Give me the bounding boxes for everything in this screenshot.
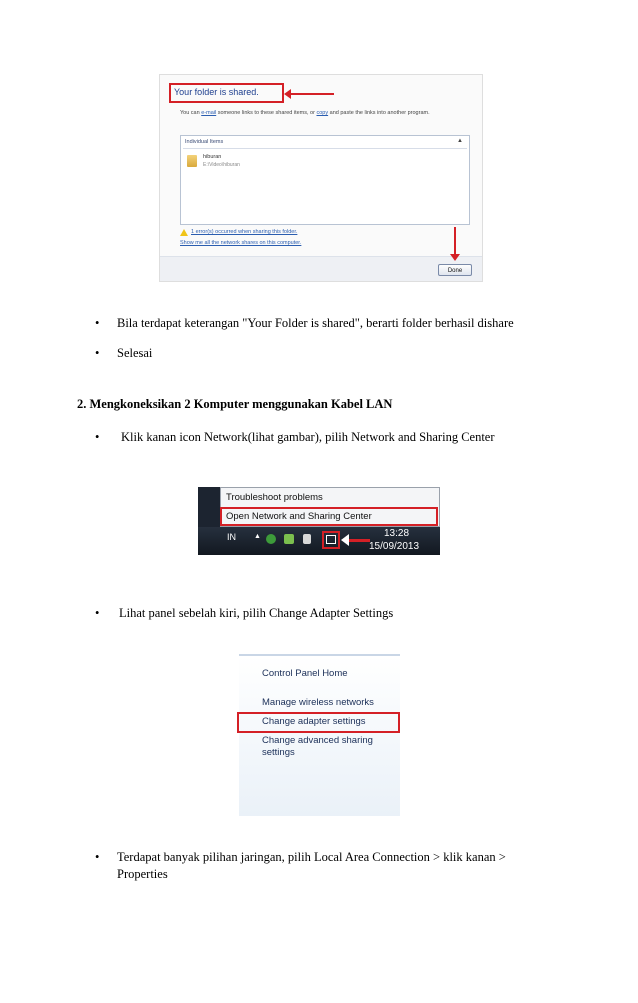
shared-item-path: E:\Video\hiburan <box>203 162 240 168</box>
show-all-shares-link[interactable]: Show me all the network shares on this computer. <box>180 240 302 246</box>
link-change-advanced-sharing[interactable]: Change advanced sharing <box>262 735 373 746</box>
language-indicator[interactable]: IN <box>227 532 236 542</box>
bullet-icon: • <box>95 346 100 360</box>
clock-time[interactable]: 13:28 <box>384 528 410 539</box>
tray-app-icon[interactable] <box>284 534 294 544</box>
copy-link[interactable]: copy <box>316 110 329 116</box>
tray-app-icon[interactable] <box>266 534 276 544</box>
bullet-icon: • <box>95 316 100 330</box>
email-link[interactable]: e-mail <box>201 110 217 116</box>
arrow-down-icon <box>454 227 456 255</box>
highlight-box <box>220 507 438 526</box>
taskbar-menu-screenshot <box>198 487 440 555</box>
share-description: You can e-mail someone links to these shared items, or copy and paste the links into another program. <box>180 110 430 116</box>
link-control-panel-home[interactable]: Control Panel Home <box>262 668 348 679</box>
highlight-box <box>237 712 400 733</box>
tray-device-icon[interactable] <box>303 534 311 544</box>
list-header: Individual Items <box>185 139 224 145</box>
bullet-icon: • <box>95 850 100 864</box>
paragraph-local-area-connection-line2: Properties <box>117 867 168 881</box>
divider <box>183 148 467 149</box>
arrow-left-icon <box>348 539 370 542</box>
link-change-advanced-sharing-line2[interactable]: settings <box>262 747 295 758</box>
paragraph-local-area-connection: Terdapat banyak pilihan jaringan, pilih Local Area Connection > klik kanan > <box>117 850 506 864</box>
folder-icon <box>187 155 197 167</box>
clock-date[interactable]: 15/09/2013 <box>369 541 420 552</box>
section-heading: 2. Mengkoneksikan 2 Komputer menggunakan Kabel LAN <box>77 397 393 411</box>
link-change-adapter-settings[interactable]: Change adapter settings <box>262 716 366 727</box>
bullet-icon: • <box>95 606 100 620</box>
link-manage-wireless-networks[interactable]: Manage wireless networks <box>262 697 374 708</box>
control-panel-screenshot <box>239 654 400 816</box>
paragraph-adapter-settings: Lihat panel sebelah kiri, pilih Change Adapter Settings <box>119 606 394 620</box>
dialog-footer <box>160 256 482 281</box>
shared-items-list <box>180 135 470 225</box>
menu-item-troubleshoot[interactable]: Troubleshoot problems <box>226 492 323 503</box>
bullet-icon: • <box>95 430 100 444</box>
sharing-dialog-screenshot <box>159 74 483 282</box>
paragraph-selesai: Selesai <box>117 346 153 360</box>
menu-item-open-network-sharing-center[interactable]: Open Network and Sharing Center <box>226 511 372 522</box>
paragraph-folder-shared: Bila terdapat keterangan "Your Folder is shared", berarti folder berhasil dishare <box>117 316 514 330</box>
show-hidden-icons-icon[interactable]: ▲ <box>254 533 261 540</box>
warning-icon <box>180 229 188 236</box>
folder-shared-title: Your folder is shared. <box>174 87 259 97</box>
done-button[interactable]: Done <box>438 264 472 276</box>
error-link[interactable]: 1 error(s) occurred when sharing this folder. <box>191 229 298 235</box>
shared-item-name[interactable]: hiburan <box>203 154 222 160</box>
highlight-box <box>169 83 284 103</box>
chevron-up-icon[interactable]: ▲ <box>457 138 463 144</box>
arrow-left-icon <box>290 93 334 95</box>
network-icon[interactable] <box>326 535 336 544</box>
paragraph-network-icon: Klik kanan icon Network(lihat gambar), pilih Network and Sharing Center <box>121 430 495 444</box>
